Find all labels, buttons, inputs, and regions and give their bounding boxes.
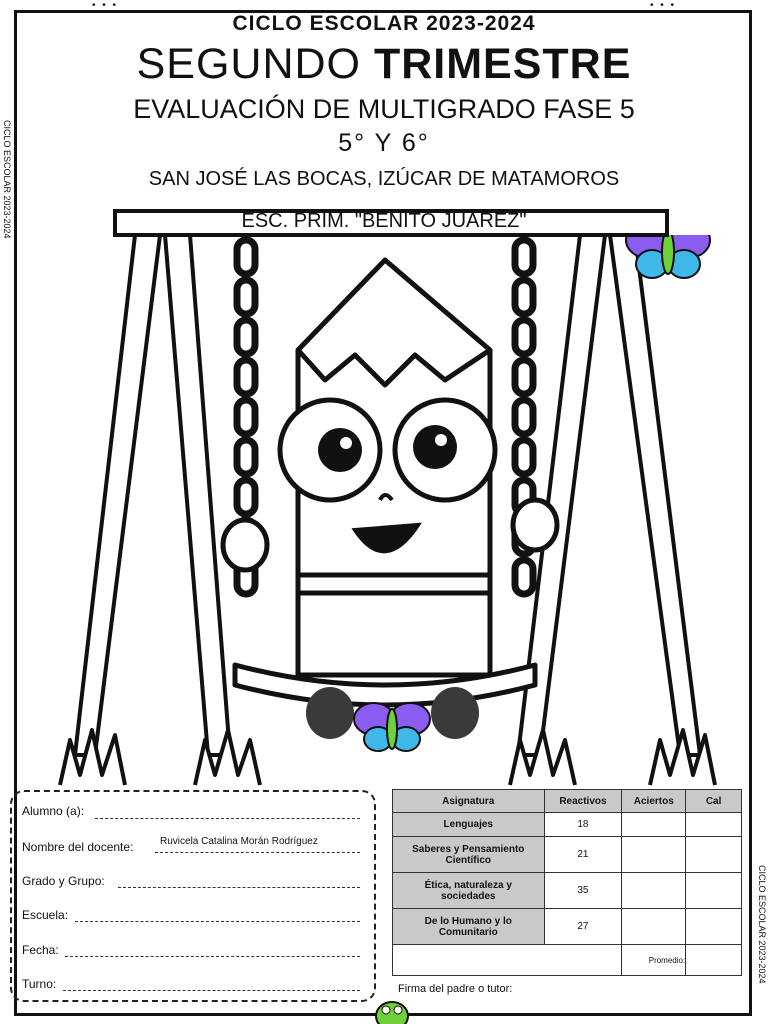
grass-left xyxy=(60,730,125,785)
header-reactivos: Reactivos xyxy=(544,790,622,813)
school-cycle-heading: CICLO ESCOLAR 2023-2024 xyxy=(232,12,536,35)
swing-left-post-outer xyxy=(75,235,160,755)
grado-field[interactable] xyxy=(118,887,360,888)
header-cal: Cal xyxy=(686,790,742,813)
docente-label: Nombre del docente: xyxy=(22,840,134,854)
grades-table xyxy=(392,789,742,976)
alumno-field[interactable] xyxy=(95,818,360,819)
title-word-trimestre: TRIMESTRE xyxy=(373,40,632,88)
promedio-label: Promedio: xyxy=(622,945,686,976)
pencil-left-pupil xyxy=(318,428,362,472)
subject-cell: Lenguajes xyxy=(393,813,545,837)
butterfly-top-right xyxy=(626,235,710,278)
reactivos-cell: 27 xyxy=(544,909,622,945)
subject-cell: De lo Humano y lo Comunitario xyxy=(393,909,545,945)
corner-dots-top-left: • • • xyxy=(92,0,119,11)
subject-cell: Saberes y Pensamiento Científico xyxy=(393,837,545,873)
promedio-value-cell[interactable] xyxy=(686,945,742,976)
grass-right xyxy=(650,730,715,785)
cal-cell[interactable] xyxy=(686,813,742,837)
pencil-right-pupil xyxy=(413,425,457,469)
corner-dots-top-right: • • • xyxy=(650,0,677,11)
empty-cell xyxy=(393,945,622,976)
cal-cell[interactable] xyxy=(686,873,742,909)
location-label: SAN JOSÉ LAS BOCAS, IZÚCAR DE MATAMOROS xyxy=(148,168,620,190)
firma-label: Firma del padre o tutor: xyxy=(398,983,513,995)
table-row xyxy=(393,813,742,837)
side-cycle-text-right: CICLO ESCOLAR 2023-2024 xyxy=(757,865,767,984)
butterfly-bottom xyxy=(354,703,430,751)
grado-label: Grado y Grupo: xyxy=(22,874,105,888)
aciertos-cell[interactable] xyxy=(622,813,686,837)
docente-value: Ruvicela Catalina Morán Rodríguez xyxy=(160,836,318,847)
grades-label: 5° Y 6° xyxy=(338,129,430,157)
cal-cell[interactable] xyxy=(686,837,742,873)
aciertos-cell[interactable] xyxy=(622,873,686,909)
aciertos-cell[interactable] xyxy=(622,837,686,873)
reactivos-cell: 35 xyxy=(544,873,622,909)
table-row xyxy=(393,837,742,873)
alumno-label: Alumno (a): xyxy=(22,804,85,818)
swing-right-post-outer xyxy=(610,235,700,755)
grades-table-header xyxy=(393,790,742,813)
escuela-label: Escuela: xyxy=(22,908,69,922)
cal-cell[interactable] xyxy=(686,909,742,945)
docente-field[interactable] xyxy=(155,852,360,853)
student-info-box xyxy=(10,790,376,1002)
reactivos-cell: 18 xyxy=(544,813,622,837)
fecha-label: Fecha: xyxy=(22,943,59,957)
fecha-field[interactable] xyxy=(65,956,360,957)
turno-label: Turno: xyxy=(22,977,57,991)
school-name: ESC. PRIM. "BENITO JUÁREZ" xyxy=(241,210,527,232)
subject-cell: Ética, naturaleza y sociedades xyxy=(393,873,545,909)
table-row xyxy=(393,909,742,945)
escuela-field[interactable] xyxy=(75,921,360,922)
promedio-row xyxy=(393,945,742,976)
pencil-right-foot xyxy=(431,687,479,739)
swing-left-post-inner xyxy=(165,235,230,755)
evaluation-subtitle: EVALUACIÓN DE MULTIGRADO FASE 5 xyxy=(133,94,635,124)
aciertos-cell[interactable] xyxy=(622,909,686,945)
title-word-segundo: SEGUNDO xyxy=(136,40,361,88)
table-row xyxy=(393,873,742,909)
grass-right-inner xyxy=(510,730,575,785)
pencil-character xyxy=(223,260,557,705)
turno-field[interactable] xyxy=(63,990,360,991)
page-title xyxy=(0,40,768,89)
caterpillar-decoration xyxy=(372,994,412,1024)
reactivos-cell: 21 xyxy=(544,837,622,873)
grass-left-inner xyxy=(195,730,260,785)
pencil-swing-illustration xyxy=(40,235,740,790)
side-cycle-text-left: CICLO ESCOLAR 2023-2024 xyxy=(2,120,12,239)
header-asignatura: Asignatura xyxy=(393,790,545,813)
pencil-left-foot xyxy=(306,687,354,739)
header-aciertos: Aciertos xyxy=(622,790,686,813)
